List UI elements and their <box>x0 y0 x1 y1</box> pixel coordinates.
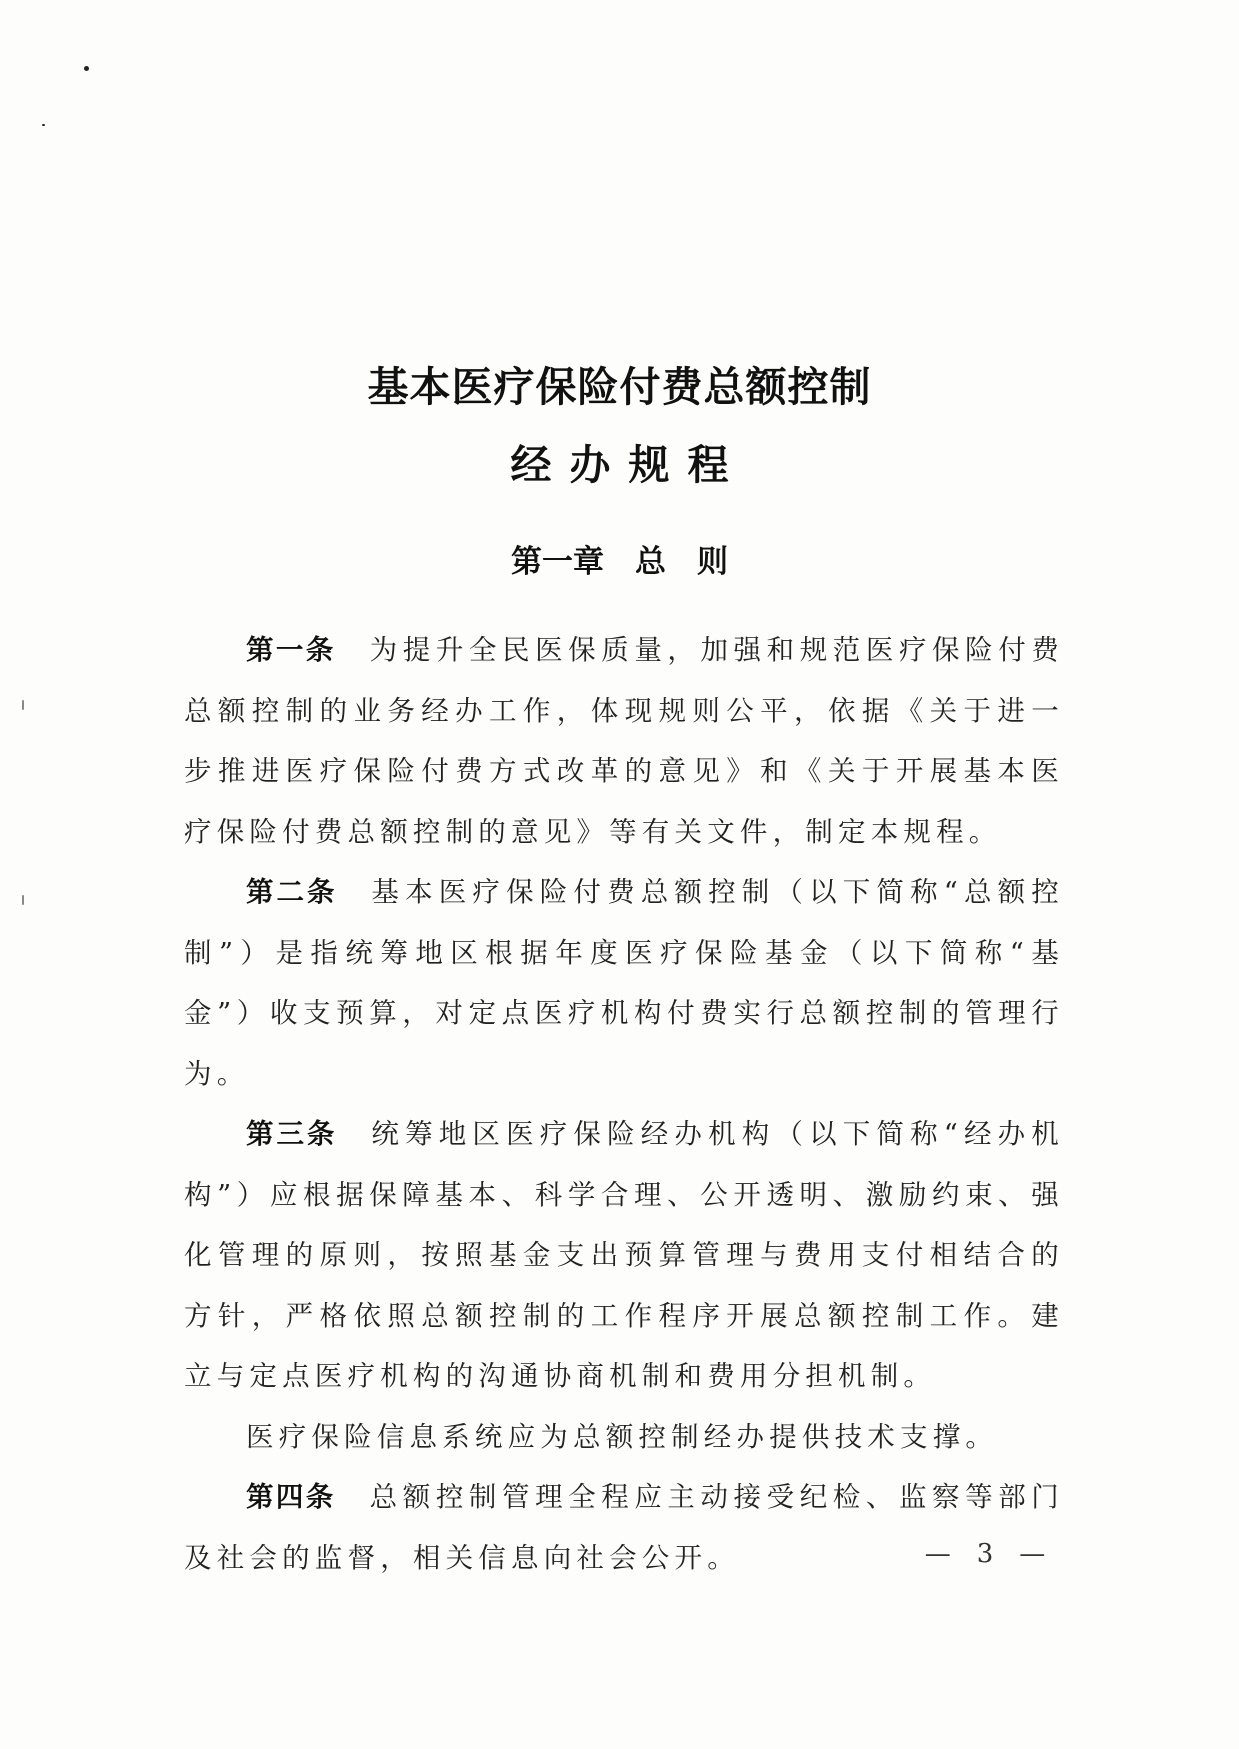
scan-speck <box>22 895 24 905</box>
article-text: 总额控制管理全程应主动接受纪检、监察等部门及社会的监督，相关信息向社会公开。 <box>184 1481 1065 1574</box>
document-title: 基本医疗保险付费总额控制 <box>367 363 872 411</box>
article-text: 基本医疗保险付费总额控制（以下简称“总额控制”）是指统筹地区根据年度医疗保险基金（以下简称“基金”）收支预算，对定点医疗机构付费实行总额控制的管理行为。 <box>184 876 1064 1090</box>
page-number: — 3 — <box>924 1539 1046 1569</box>
chapter-heading: 第一章 总 则 <box>511 544 728 580</box>
scan-speck <box>42 124 45 126</box>
article-paragraph <box>184 1104 1064 1407</box>
document-body <box>184 620 1064 1588</box>
scan-speck <box>84 66 89 71</box>
article-number: 第四条 <box>246 1481 336 1513</box>
article-paragraph <box>184 862 1064 1104</box>
document-subtitle: 经办规程 <box>510 441 747 489</box>
article-text: 统筹地区医疗保险经办机构（以下简称“经办机构”）应根据保障基本、科学合理、公开透明、激励约束、强化管理的原则，按照基金支出预算管理与费用支付相结合的方针，严格依照总额控制的工作程序开展总额控制工作。建立与定点医疗机构的沟通协商机制和费用分担机制。 <box>184 1118 1064 1392</box>
article-paragraph <box>184 620 1064 862</box>
plain-paragraph <box>184 1407 1064 1468</box>
article-number: 第三条 <box>246 1118 338 1150</box>
article-number: 第二条 <box>246 876 338 908</box>
paragraph-text: 医疗保险信息系统应为总额控制经办提供技术支撑。 <box>246 1420 999 1453</box>
scan-speck <box>22 700 24 710</box>
article-number: 第一条 <box>246 634 336 666</box>
article-text: 为提升全民医保质量，加强和规范医疗保险付费总额控制的业务经办工作，体现规则公平，依据《关于进一步推进医疗保险付费方式改革的意见》和《关于开展基本医疗保险付费总额控制的意见》等有关文件，制定本规程。 <box>184 634 1065 848</box>
